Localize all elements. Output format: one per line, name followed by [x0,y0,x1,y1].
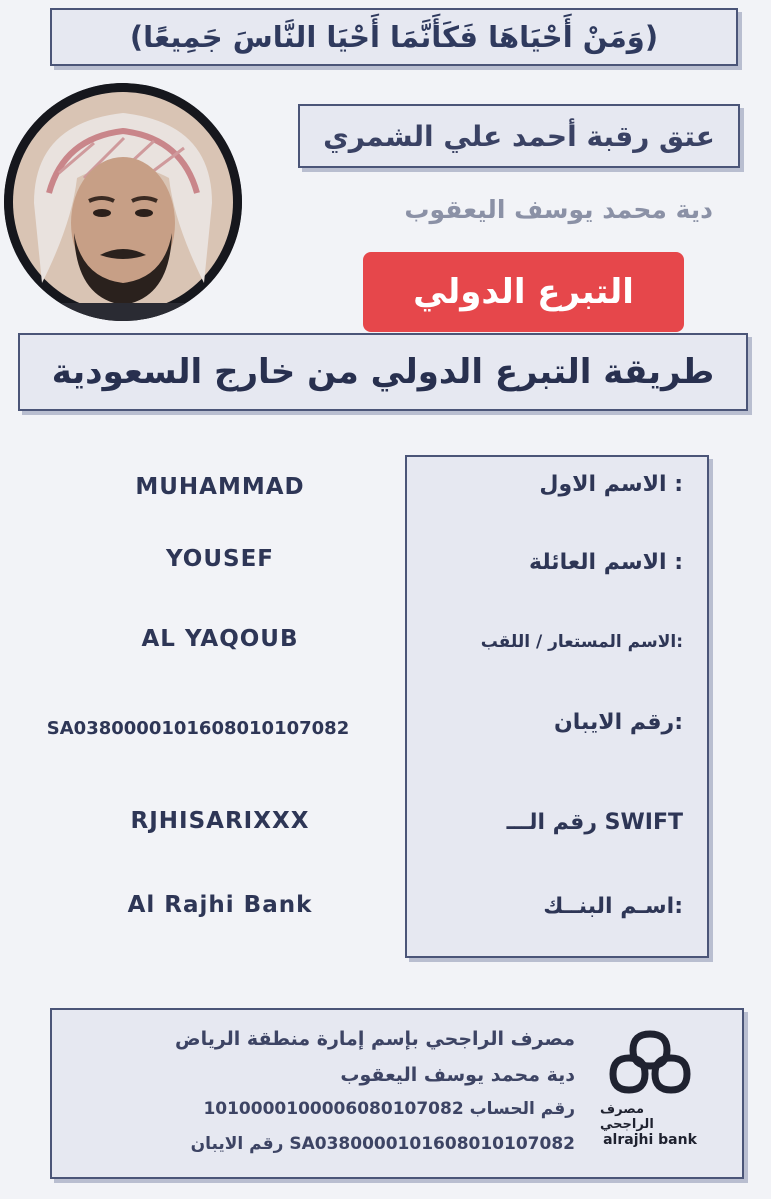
family-name-label: الاسم العائلة : [528,550,683,575]
bottom-line-account: رقم الحساب 1010000100006080107082 [203,1099,575,1119]
man-portrait-icon [4,83,242,321]
bank-name-value: Al Rajhi Bank [127,892,313,918]
blood-money-subtitle: دية محمد يوسف اليعقوب [404,195,713,224]
bank-name-label: اسـم البنــك: [543,894,683,919]
logo-arabic-text: مصرف الراجحي [600,1102,654,1132]
portrait-photo [4,83,242,321]
international-donation-badge [363,252,684,332]
swift-label: رقم الـــ SWIFT [506,810,683,835]
iban-value: SA0380000101608010107082 [46,718,350,739]
freedom-title: عتق رقبة أحمد علي الشمري [323,119,715,153]
alrajhi-logo [600,1028,700,1148]
first-name-label: الاسم الاول : [539,472,683,497]
method-banner [18,333,748,411]
bottom-line-beneficiary: دية محمد يوسف اليعقوب [340,1064,575,1086]
verse-banner [50,8,738,66]
badge-label: التبرع الدولي [413,272,634,312]
nickname-label: الاسم المستعار / اللقب: [480,632,683,652]
freedom-title-box [298,104,740,168]
iban-label: رقم الايبان: [554,710,683,735]
bottom-line-iban: رقم الايبان SA0380000101608010107082 [190,1134,575,1154]
bottom-line-bank: مصرف الراجحي بإسم إمارة منطقة الرياض [175,1028,575,1050]
logo-english-text: alrajhi bank [603,1132,697,1148]
family-name-value: YOUSEF [165,546,275,572]
nickname-value: AL YAQOUB [141,626,299,652]
first-name-value: MUHAMMAD [135,474,305,500]
swift-value: RJHISARIXXX [130,808,310,834]
labels-panel [405,455,709,958]
verse-text: (وَمَنْ أَحْيَاهَا فَكَأَنَّمَا أَحْيَا النَّاسَ جَمِيعًا) [129,20,659,54]
alrajhi-logo-icon [609,1028,691,1098]
method-title: طريقة التبرع الدولي من خارج السعودية [51,352,715,392]
